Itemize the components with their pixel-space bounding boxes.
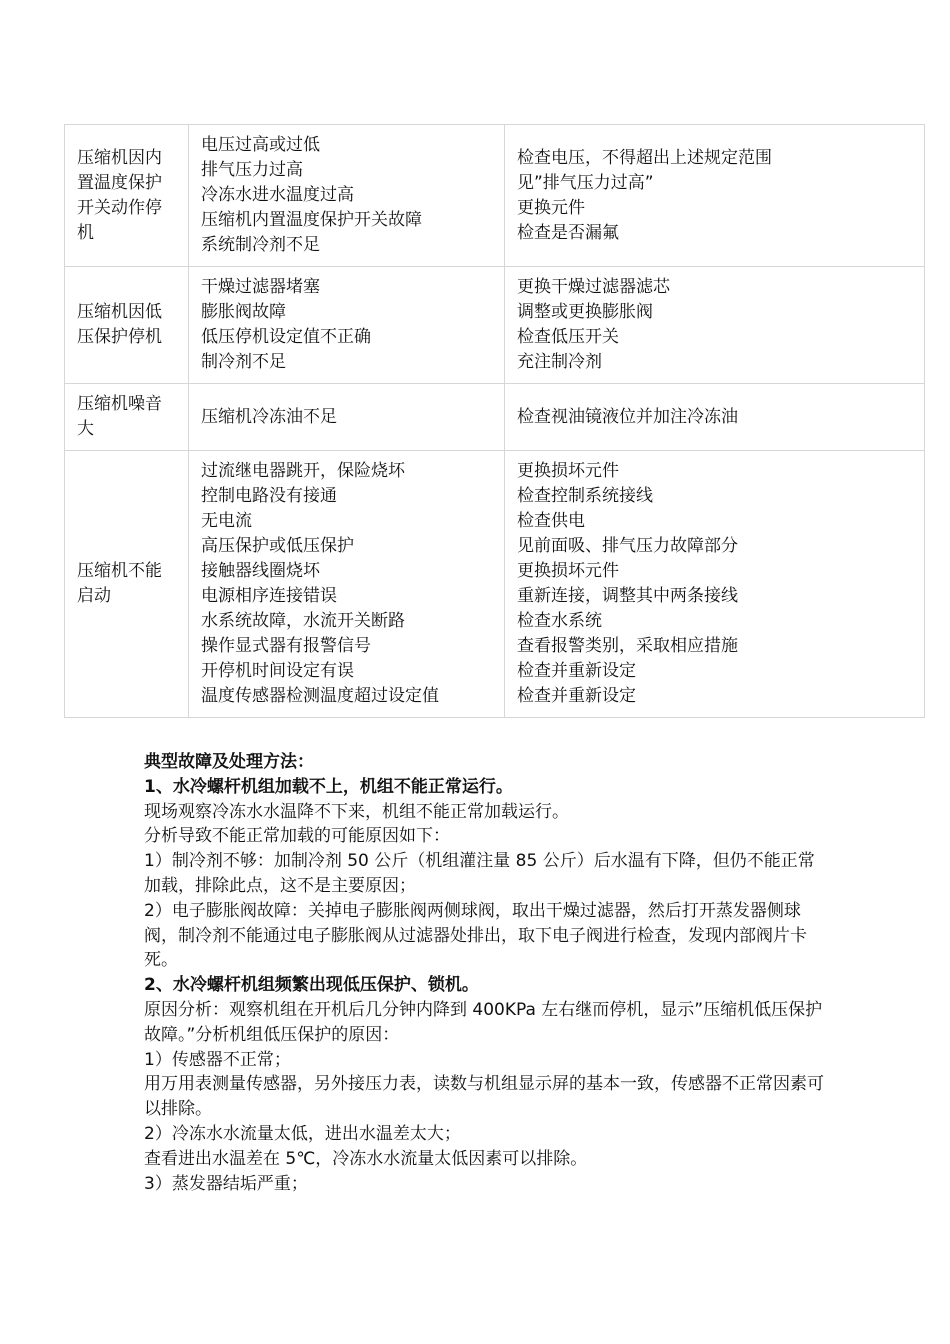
remedies-cell <box>505 384 925 451</box>
section-heading: 典型故障及处理方法： <box>144 752 314 772</box>
cell-line: 电压过高或过低 <box>201 135 320 155</box>
case-2-title: 2、水冷螺杆机组频繁出现低压保护、锁机。 <box>144 975 479 996</box>
cell-line: 见前面吸、排气压力故障部分 <box>517 536 738 556</box>
cell-line: 检查控制系统接线 <box>517 486 653 506</box>
fault-table-body <box>65 125 925 718</box>
cell-line: 水系统故障，水流开关断路 <box>201 611 405 631</box>
cell-line: 见”排气压力过高” <box>517 172 654 193</box>
body-text <box>144 750 824 1196</box>
paragraph: 2）电子膨胀阀故障：关掉电子膨胀阀两侧球阀，取出干燥过滤器，然后打开蒸发器侧球阀，制冷剂不能通过电子膨胀阀从过滤器处排出，取下电子阀进行检查，发现内部阀片卡死。 <box>144 900 807 971</box>
paragraph: 分析导致不能正常加载的可能原因如下： <box>144 826 450 847</box>
paragraph: 3）蒸发器结垢严重； <box>144 1173 308 1194</box>
remedies-cell <box>505 125 925 267</box>
table-row <box>65 451 925 718</box>
cell-line: 控制电路没有接通 <box>201 486 337 506</box>
cell-line: 系统制冷剂不足 <box>201 235 320 255</box>
table-row <box>65 125 925 267</box>
cell-line: 检查是否漏氟 <box>517 222 619 243</box>
cell-line: 检查视油镜液位并加注冷冻油 <box>517 406 738 427</box>
paragraph: 查看进出水温差在 5℃，冷冻水水流量太低因素可以排除。 <box>144 1148 588 1169</box>
cell-line: 冷冻水进水温度过高 <box>201 185 354 205</box>
causes-cell <box>189 267 505 384</box>
paragraph: 现场观察冷冻水水温降不下来，机组不能正常加载运行。 <box>144 801 569 822</box>
causes-cell <box>189 384 505 451</box>
cell-line: 充注制冷剂 <box>517 352 602 372</box>
cell-line: 低压停机设定值不正确 <box>201 327 371 347</box>
symptom-cell: 压缩机不能启动 <box>65 451 189 718</box>
cell-line: 接触器线圈烧坏 <box>201 561 320 581</box>
cell-line: 压缩机内置温度保护开关故障 <box>201 210 422 230</box>
paragraph: 原因分析：观察机组在开机后几分钟内降到 400KPa 左右继而停机，显示”压缩机低压保护故障。”分析机组低压保护的原因： <box>144 999 823 1045</box>
remedies-cell <box>505 267 925 384</box>
cell-line: 操作显式器有报警信号 <box>201 636 371 656</box>
cell-line: 检查并重新设定 <box>517 686 636 706</box>
cell-line: 查看报警类别，采取相应措施 <box>517 636 738 656</box>
symptom-cell: 压缩机因低压保护停机 <box>65 267 189 384</box>
cell-line: 无电流 <box>201 511 252 531</box>
paragraph: 2）冷冻水水流量太低，进出水温差太大； <box>144 1123 461 1144</box>
cell-line: 检查并重新设定 <box>517 661 636 681</box>
cell-line: 电源相序连接错误 <box>201 586 337 606</box>
cell-line: 膨胀阀故障 <box>201 302 286 322</box>
table-row <box>65 384 925 451</box>
cell-line: 更换损坏元件 <box>517 461 619 481</box>
fault-table <box>64 124 925 718</box>
cell-line: 更换损坏元件 <box>517 561 619 581</box>
symptom-cell: 压缩机因内置温度保护开关动作停机 <box>65 125 189 267</box>
cell-line: 调整或更换膨胀阀 <box>517 302 653 322</box>
symptom-cell: 压缩机噪音大 <box>65 384 189 451</box>
cell-line: 检查水系统 <box>517 611 602 631</box>
case-1-title: 1、水冷螺杆机组加载不上，机组不能正常运行。 <box>144 776 513 797</box>
cell-line: 温度传感器检测温度超过设定值 <box>201 686 439 706</box>
causes-cell <box>189 125 505 267</box>
remedies-cell <box>505 451 925 718</box>
paragraph: 1）传感器不正常； <box>144 1049 291 1070</box>
cell-line: 开停机时间设定有误 <box>201 661 354 681</box>
cell-line: 干燥过滤器堵塞 <box>201 277 320 297</box>
paragraph: 用万用表测量传感器，另外接压力表，读数与机组显示屏的基本一致，传感器不正常因素可以排除。 <box>144 1074 824 1120</box>
cell-line: 制冷剂不足 <box>201 352 286 372</box>
cell-line: 压缩机冷冻油不足 <box>201 406 337 427</box>
cell-line: 高压保护或低压保护 <box>201 536 354 556</box>
cell-line: 重新连接，调整其中两条接线 <box>517 586 738 606</box>
cell-line: 过流继电器跳开，保险烧坏 <box>201 461 405 481</box>
table-row <box>65 267 925 384</box>
cell-line: 更换干燥过滤器滤芯 <box>517 277 670 297</box>
causes-cell <box>189 451 505 718</box>
paragraph: 1）制冷剂不够：加制冷剂 50 公斤（机组灌注量 85 公斤）后水温有下降，但仍不能正常加载，排除此点，这不是主要原因； <box>144 851 815 896</box>
cell-line: 检查供电 <box>517 511 585 531</box>
cell-line: 检查低压开关 <box>517 327 619 347</box>
cell-line: 检查电压，不得超出上述规定范围 <box>517 147 772 168</box>
cell-line: 排气压力过高 <box>201 160 303 180</box>
cell-line: 更换元件 <box>517 197 585 218</box>
